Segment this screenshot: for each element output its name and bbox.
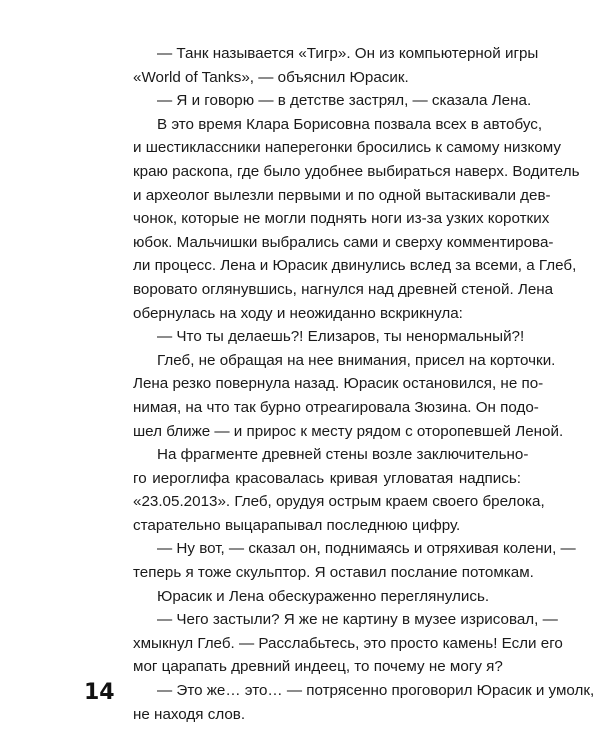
paragraph [133,325,525,349]
text-line: Юрасик и Лена обескураженно переглянулись. [157,587,490,605]
text-line: нимая, на что так бурно отреагировала Зюзина. Он подо- [133,398,539,416]
paragraph [133,679,595,726]
text-line: Глеб, не обращая на нее внимания, присел на корточки. [157,351,556,369]
text-line: не находя слов. [133,705,246,723]
text-line: обернулась на ходу и неожиданно вскрикнула: [133,304,463,322]
text-line: и археолог вылезли первыми и по одной вытаскивали дев- [133,186,551,204]
paragraph [133,443,545,537]
text-line: — Чего застыли? Я же не картину в музее изрисовал, — [157,611,558,629]
text-line: чонок, которые не могли поднять ноги из-за узких коротких [133,210,550,228]
text-line: Лена резко повернула назад. Юрасик остановился, не по- [133,375,544,393]
paragraph [133,89,532,113]
text-line: шел ближе — и прирос к месту рядом с оторопевшей Леной. [133,422,564,440]
body-text [133,42,595,726]
text-line: — Я и говорю — в детстве застрял, — сказала Лена. [157,92,532,110]
text-line: — Это же… это… — потрясенно проговорил Юрасик и умолк, [157,682,595,700]
paragraph [133,349,564,443]
text-line: — Танк называется «Тигр». Он из компьютерной игры [157,45,539,62]
paragraph [133,42,539,89]
page-number: 14 [84,680,115,705]
text-line: юбок. Мальчишки выбрались сами и сверху комментирова- [133,233,554,251]
text-line: старательно выцарапывал последнюю цифру. [133,516,461,534]
text-line: ли процесс. Лена и Юрасик двинулись вслед за всеми, а Глеб, [133,257,577,275]
text-line: «World of Tanks», — объяснил Юрасик. [133,68,409,86]
text-line: хмыкнул Глеб. — Расслабьтесь, это просто камень! Если его [133,634,563,652]
text-line: го иероглифа красовалась кривая угловатая надпись: [133,469,521,487]
paragraph [133,608,563,679]
text-line: На фрагменте древней стены возле заключительно- [157,446,529,464]
text-line: краю раскопа, где было удобнее выбираться наверх. Водитель [133,162,580,180]
text-line: — Ну вот, — сказал он, поднимаясь и отряхивая колени, — [157,540,576,558]
text-line: воровато оглянувшись, нагнулся над древней стеной. Лена [133,280,554,298]
paragraph [133,585,521,609]
text-line: — Что ты делаешь?! Елизаров, ты ненормальный?! [157,328,525,346]
paragraph [133,537,576,584]
text-line: и шестиклассники наперегонки бросились к самому низкому [133,139,561,157]
text-line: мог царапать древний индеец, то почему не могу я? [133,658,503,676]
text-line: В это время Клара Борисовна позвала всех в автобус, [157,115,543,133]
text-line: «23.05.2013». Глеб, орудуя острым краем своего брелока, [133,493,545,511]
paragraph [133,113,580,325]
text-line: теперь я тоже скульптор. Я оставил послание потомкам. [133,564,534,582]
